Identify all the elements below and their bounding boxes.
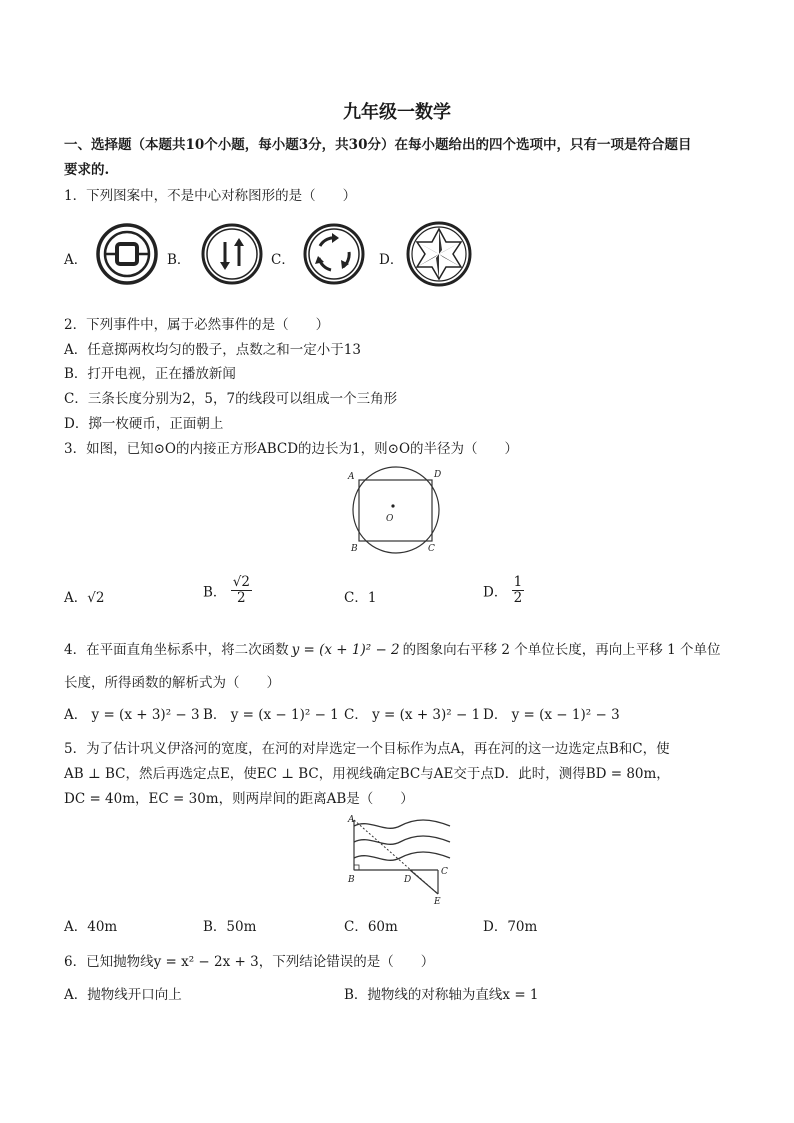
q5-stem-line2: AB ⊥ BC，然后再选定点E，使EC ⊥ BC，用视线确定BC与AE交于点D．此时，测得BD = 80m，	[64, 766, 670, 782]
fig5-label-e: E	[434, 897, 441, 907]
q3-figure-inscribed-square	[340, 465, 452, 555]
q3-option-c: C．1	[344, 590, 377, 606]
q3-option-b-numerator: √2	[232, 574, 250, 590]
q1-option-a-label: A．	[64, 252, 88, 268]
q1-option-b-label: B．	[167, 252, 191, 268]
q3-option-a	[64, 586, 104, 606]
q5-figure-river	[340, 812, 455, 908]
q1-stem: 1．下列图案中，不是中心对称图形的是（ ）	[64, 188, 357, 204]
q4-stem-a: 4．在平面直角坐标系中，将二次函数	[64, 642, 289, 658]
q4-stem-line1	[64, 638, 720, 658]
q2-option-d: D．掷一枚硬币，正面朝上	[64, 416, 224, 432]
q3-stem: 3．如图，已知⊙O的内接正方形ABCD的边长为1，则⊙O的半径为（ ）	[64, 441, 519, 457]
q3-option-d-numerator: 1	[513, 574, 523, 590]
q3-option-b-label: B．	[203, 584, 227, 601]
q4-option-d: D． y = (x − 1)² − 3	[483, 707, 620, 723]
q4-option-c: C． y = (x + 3)² − 1	[344, 707, 481, 723]
q5-option-d: D．70m	[483, 919, 538, 935]
section-header-line2: 要求的.	[64, 162, 110, 178]
q5-option-b: B．50m	[203, 919, 257, 935]
q3-option-b	[203, 575, 252, 606]
fig-label-a: A	[348, 472, 355, 482]
six-point-star-icon	[405, 220, 473, 288]
q3-option-a-label: A．	[64, 590, 88, 606]
q4-stem-line2: 长度，所得函数的解析式为（ ）	[64, 675, 280, 691]
fig-label-b: B	[351, 544, 358, 554]
fig-label-d: D	[434, 470, 442, 480]
fig5-label-d: D	[404, 875, 412, 885]
q3-option-a-value: √2	[87, 590, 105, 606]
q6-option-a: A．抛物线开口向上	[64, 987, 182, 1003]
q3-option-d	[483, 575, 524, 606]
q5-stem-line3: DC = 40m，EC = 30m，则两岸间的距离AB是（ ）	[64, 791, 414, 807]
coin-square-hole-icon	[95, 222, 159, 286]
q4-stem-expression: y = (x + 1)² − 2	[291, 642, 400, 658]
q1-option-d-label: D．	[379, 252, 404, 268]
circular-arrows-icon	[301, 222, 367, 286]
q5-stem-line1: 5．为了估计巩义伊洛河的宽度，在河的对岸选定一个目标作为点A，再在河的这一边选定点B和C，使	[64, 741, 670, 757]
q4-option-a: A． y = (x + 3)² − 3	[64, 707, 200, 723]
page-title: 九年级一数学	[343, 102, 451, 123]
section-header-line1: 一、选择题（本题共10个小题，每小题3分，共30分）在每小题给出的四个选项中，只有一项是符合题目	[64, 137, 692, 153]
q2-option-a: A．任意掷两枚均匀的骰子，点数之和一定小于13	[64, 342, 361, 358]
q4-stem-b: 的图象向右平移 2 个单位长度，再向上平移 1 个单位	[402, 642, 721, 658]
q3-option-d-denominator: 2	[513, 589, 523, 606]
fig-label-c: C	[428, 544, 435, 554]
q3-option-b-denominator: 2	[237, 589, 246, 606]
q2-option-b: B．打开电视，正在播放新闻	[64, 366, 236, 382]
fig5-label-c: C	[441, 867, 448, 877]
q1-option-c-label: C．	[271, 252, 295, 268]
q6-option-b: B．抛物线的对称轴为直线x = 1	[344, 987, 539, 1003]
q5-option-c: C．60m	[344, 919, 398, 935]
q3-option-d-label: D．	[483, 584, 508, 601]
q5-option-a: A．40m	[64, 919, 118, 935]
up-down-arrows-icon	[199, 222, 265, 286]
q4-option-b: B． y = (x − 1)² − 1	[203, 707, 339, 723]
q2-option-c: C．三条长度分别为2，5，7的线段可以组成一个三角形	[64, 391, 398, 407]
q2-stem: 2．下列事件中，属于必然事件的是（ ）	[64, 317, 330, 333]
q6-stem: 6．已知抛物线y = x² − 2x + 3，下列结论错误的是（ ）	[64, 954, 435, 970]
fig5-label-b: B	[348, 875, 355, 885]
fig5-label-a: A	[348, 815, 355, 825]
fig-label-o: O	[386, 514, 394, 524]
